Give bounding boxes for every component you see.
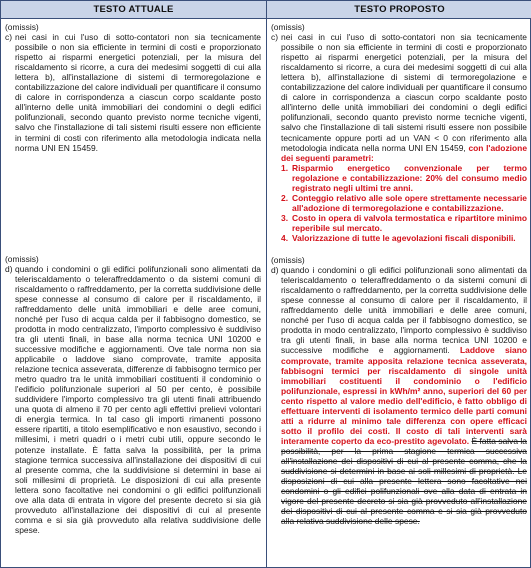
- clause-c: [271, 32, 527, 243]
- clause-c-text: nei casi in cui l'uso di sotto-contatori non sia tecnicamente possibile o non sia efficiente in termini di costi e proporzionato rispetto ai risparmi energetici potenziali, per la misura del riscaldamento si ricorre, a cura dei medesimi soggetti di cui alla lettera b), all'installazione di sistemi di termoregolazione e contabilizzazione del calore individuali per quantificare il consumo di calore in corrispondenza a ciascun corpo scaldante posto all'interno delle unità immobiliari dei condomini o degli edifici polifunzionali, secondo quanto previsto norme tecniche vigenti, salvo che l'installazione di tali sistemi risulti essere non possibile tecnicamente oppure porti ad un VAN < 0 con riferimento alla metodologia indicata nella norma UNI EN 15459,: [281, 32, 527, 153]
- header-current-text: TESTO ATTUALE: [1, 1, 267, 19]
- clause-label: c): [5, 32, 13, 43]
- column-current-text: [1, 19, 267, 567]
- clause-c-added-text: con l'adozione dei seguenti parametri:: [281, 142, 528, 163]
- omissis-note: (omissis): [271, 255, 305, 266]
- clause-d: [5, 264, 261, 535]
- column-proposed-text: [267, 19, 531, 567]
- parameter-item: 3. Costo in opera di valvola termostatica e ripartitore minimo reperibile sul mercato.: [281, 212, 527, 233]
- omissis-note: (omissis): [271, 22, 305, 32]
- parameter-item: 4. Valorizzazione di tutte le agevolazioni fiscali disponibili.: [281, 232, 516, 243]
- parameter-list: [281, 163, 527, 243]
- clause-label: d): [5, 263, 13, 274]
- omissis-note: (omissis): [5, 22, 39, 32]
- parameter-item: 2. Conteggio relativo alle sole opere strettamente necessarie all'adozione di termoregolazione e contabilizzazione.: [281, 192, 527, 213]
- clause-label: c): [271, 32, 279, 43]
- header-proposed-text: TESTO PROPOSTO: [267, 1, 531, 19]
- clause-d-text: quando i condomini o gli edifici polifunzionali sono alimentati da teleriscaldamento o teleraffreddamento o da sistemi comuni di riscaldamento o raffreddamento, per la corretta suddivisione delle spese connesse al consumo di calore per il riscaldamento, il raffreddamento delle unità immobiliari e delle aree comuni, nonché per l'uso di acqua calda per il fabbisogno domestico, se prodotta in modo centralizzato, l'importo complessivo è suddiviso tra gli utenti finali, in base alla norma tecnica UNI 10200 e successive modifiche e aggiornamenti. Ove tale norma non sia applicabile o laddove siano comprovate, tramite apposita relazione tecnica asseverata, differenze di fabbisogno termico per metro quadro tra le unità immobiliari costituenti il condominio o l'edificio polifunzionale superiori al 50 per cento, è possibile suddividere l'importo complessivo tra gli utenti finali attribuendo una quota di almeno il 70 per cento agli effettivi prelievi volontari di energia termica. In tal caso gli importi rimanenti possono essere ripartiti, a titolo esemplificativo e non esaustivo, secondo i millesimi, i metri quadri o i metri cubi utili, oppure secondo le potenze installate. È fatta salva la possibilità, per la prima stagione termica successiva all'installazione dei dispositivi di cui al presente comma, che la suddivisione si determini in base ai soli millesimi di proprietà. Le disposizioni di cui alla presente lettera sono facoltative nei condomini o gli edifici polifunzionali ove alla data di entrata in vigore del presente decreto si sia già provveduto all'installazione dei dispositivi di cui al presente comma e si sia già provveduto alla relativa suddivisione delle spese.: [15, 263, 261, 535]
- clause-d-added-text: Laddove siano comprovate, tramite apposita relazione tecnica asseverata, fabbisogni termici per riscaldamento di singole unità immobiliari costituenti il condominio o l'edificio polifunzionale, espressi in kWh/m² anno, superiori del 60 per cento rispetto al valore medio dell'edificio, è fatto obbligo di effettuare interventi di isolamento termico delle parti comuni atti a ridurre al minimo tale differenza con opere efficaci sotto il profilo dei costi. Il costo di tali interventi sarà interamente coperto da eco-prestito agevolato.: [281, 345, 528, 446]
- omissis-note: (omissis): [5, 253, 39, 264]
- clause-label: d): [271, 265, 279, 276]
- clause-c: [5, 32, 261, 153]
- clause-d-deleted-text: È fatta salva la possibilità, per la prima stagione termica successiva all'installazione dei dispositivi di cui al presente comma, che la suddivisione si determini in base ai soli millesimi di proprietà. Le disposizioni di cui alla presente lettera sono facoltative nei condomini o gli edifici polifunzionali ove alla data di entrata in vigore del presente decreto si sia già provveduto all'installazione dei dispositivi di cui al presente comma e si sia già provveduto alla relativa suddivisione delle spese.: [281, 435, 527, 527]
- parameter-item: 1. Risparmio energetico convenzionale per termo regolazione e contabilizzazione: 20% del consumo medio registrato negli ultimi tre anni.: [281, 162, 527, 193]
- clause-d-text: quando i condomini o gli edifici polifunzionali sono alimentati da teleriscaldamento o teleraffreddamento o da sistemi comuni di riscaldamento o raffreddamento, per la corretta suddivisione delle spese connesse al consumo di calore per il riscaldamento, il raffreddamento delle unità immobiliari e delle aree comuni, nonché per l'uso di acqua calda per il fabbisogno domestico, se prodotta in modo centralizzato, l'importo complessivo è suddiviso tra gli utenti finali, in base alla norma tecnica UNI 10200 e successive modifiche e aggiornamenti.: [281, 265, 527, 356]
- clause-c-text: nei casi in cui l'uso di sotto-contatori non sia tecnicamente possibile o non sia efficiente in termini di costi e proporzionato rispetto ai risparmi energetici potenziali, per la misura del riscaldamento si ricorre, a cura dei medesimi soggetti di cui alla lettera b), all'installazione di sistemi di termoregolazione e contabilizzazione del calore individuali per quantificare il consumo di calore in corrispondenza a ciascun corpo scaldante posto all'interno delle unità immobiliari dei condomini o degli edifici polifunzionali, secondo quanto previsto norme tecniche vigenti, salvo che l'installazione di tali sistemi risulti essere non efficiente in termini di costi con riferimento alla metodologia indicata nella norma UNI EN 15459.: [15, 32, 261, 153]
- clause-d: [271, 265, 527, 526]
